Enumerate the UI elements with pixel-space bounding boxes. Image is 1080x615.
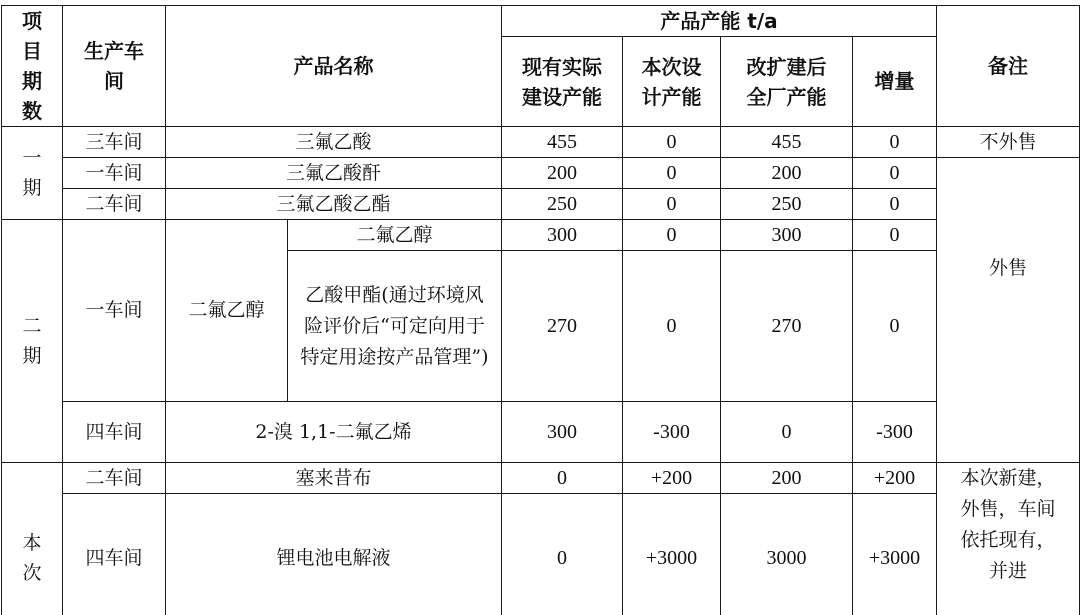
cell-group-product: 二氟乙醇 (166, 220, 288, 402)
cell-product: 2-溴 1,1-二氟乙烯 (166, 402, 502, 463)
cell-increase: +200 (853, 463, 937, 494)
header-this-design: 本次设计产能 (623, 37, 721, 127)
table-row (2, 158, 1080, 189)
cell-design: -300 (623, 402, 721, 463)
header-after-expansion: 改扩建后全厂产能 (721, 37, 853, 127)
cell-product: 锂电池电解液 (166, 494, 502, 615)
cell-increase: 0 (853, 127, 937, 158)
cell-increase: 0 (853, 251, 937, 402)
header-capacity-group: 产品产能 t/a (502, 6, 937, 37)
cell-existing: 455 (502, 127, 623, 158)
cell-product: 二氟乙醇 (288, 220, 502, 251)
cell-existing: 300 (502, 220, 623, 251)
cell-existing: 270 (502, 251, 623, 402)
cell-increase: +3000 (853, 494, 937, 615)
cell-product: 塞来昔布 (166, 463, 502, 494)
header-increase: 增量 (853, 37, 937, 127)
cell-after: 200 (721, 463, 853, 494)
cell-after: 455 (721, 127, 853, 158)
cell-after: 250 (721, 189, 853, 220)
cell-workshop: 三车间 (63, 127, 166, 158)
table-row (2, 402, 1080, 463)
cell-product: 三氟乙酸乙酯 (166, 189, 502, 220)
phase1-label: 一期 (2, 127, 63, 220)
cell-existing: 300 (502, 402, 623, 463)
cell-workshop: 一车间 (63, 158, 166, 189)
table-row (2, 189, 1080, 220)
cell-after: 300 (721, 220, 853, 251)
cell-existing: 0 (502, 463, 623, 494)
header-workshop: 生产车间 (63, 6, 166, 127)
header-product-name: 产品名称 (166, 6, 502, 127)
cell-increase: 0 (853, 158, 937, 189)
capacity-table (1, 5, 1080, 615)
cell-after: 200 (721, 158, 853, 189)
cell-workshop: 四车间 (63, 402, 166, 463)
cell-design: 0 (623, 220, 721, 251)
cell-existing: 0 (502, 494, 623, 615)
cell-workshop: 二车间 (63, 463, 166, 494)
cell-design: +3000 (623, 494, 721, 615)
cell-remark: 不外售 (937, 127, 1080, 158)
cell-design: 0 (623, 127, 721, 158)
cell-existing: 200 (502, 158, 623, 189)
cell-workshop: 二车间 (63, 189, 166, 220)
table-row (2, 463, 1080, 494)
cell-after: 270 (721, 251, 853, 402)
cell-design: 0 (623, 251, 721, 402)
cell-design: 0 (623, 158, 721, 189)
cell-product: 三氟乙酸酐 (166, 158, 502, 189)
header-remark: 备注 (937, 6, 1080, 127)
cell-increase: 0 (853, 220, 937, 251)
table-row (2, 127, 1080, 158)
phase3-label: 本次 (2, 463, 63, 615)
cell-product: 三氟乙酸 (166, 127, 502, 158)
phase2-label: 二期 (2, 220, 63, 463)
table-row (2, 220, 1080, 251)
cell-workshop: 四车间 (63, 494, 166, 615)
cell-workshop: 一车间 (63, 220, 166, 402)
cell-remark-new: 本次新建，外售，车间依托现有，并进 (937, 463, 1080, 615)
cell-increase: -300 (853, 402, 937, 463)
cell-remark-sale: 外售 (937, 158, 1080, 463)
cell-after: 0 (721, 402, 853, 463)
cell-after: 3000 (721, 494, 853, 615)
cell-design: +200 (623, 463, 721, 494)
header-phase: 项目期数 (2, 6, 63, 127)
header-existing: 现有实际建设产能 (502, 37, 623, 127)
cell-design: 0 (623, 189, 721, 220)
cell-existing: 250 (502, 189, 623, 220)
cell-increase: 0 (853, 189, 937, 220)
cell-product: 乙酸甲酯(通过环境风险评价后“可定向用于特定用途按产品管理”) (288, 251, 502, 402)
table-row (2, 494, 1080, 615)
